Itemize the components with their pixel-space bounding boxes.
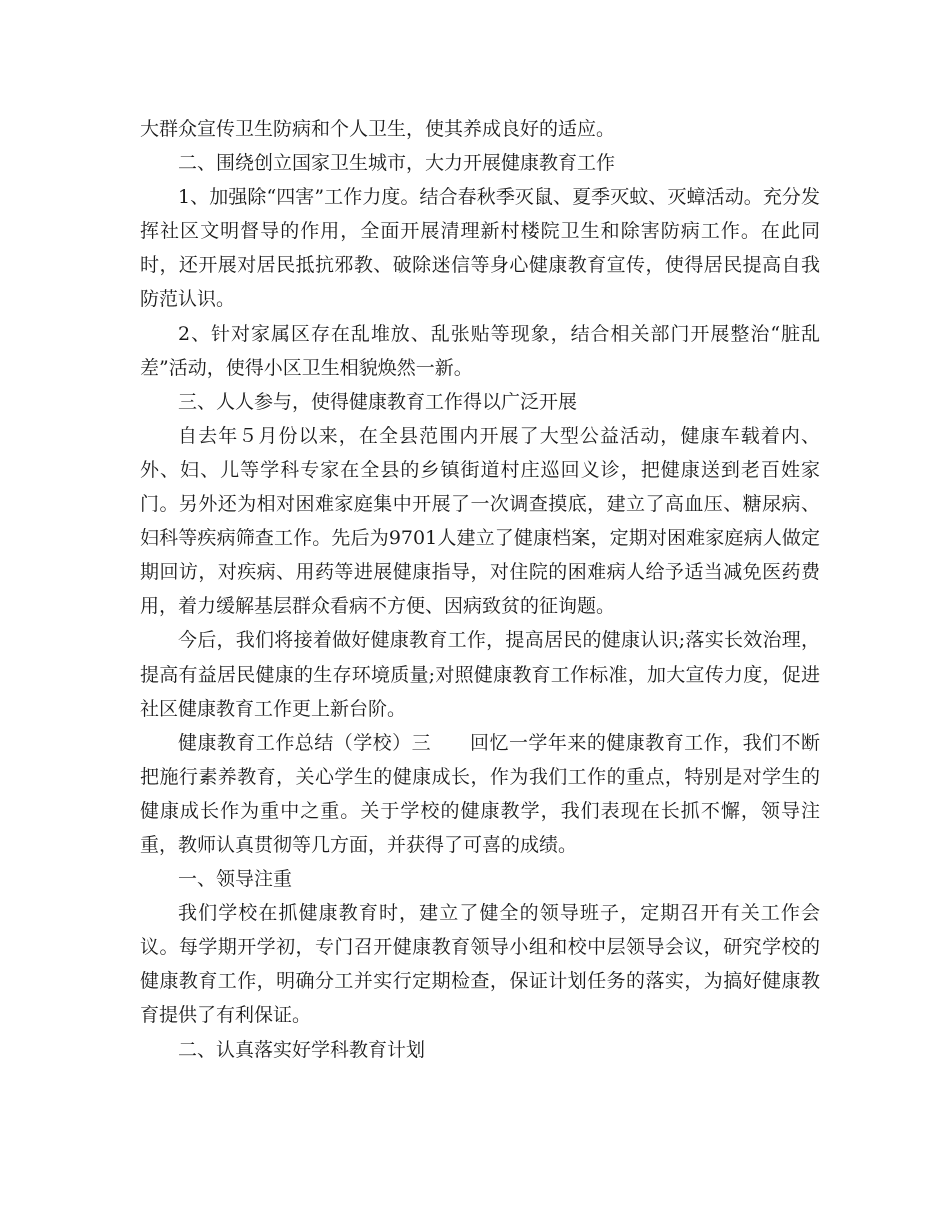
document-body <box>140 112 820 1067</box>
paragraph-public-welfare: 自去年５月份以来，在全县范围内开展了大型公益活动，健康车载着内、外、妇、儿等学科专家在全县的乡镇街道村庄巡回义诊，把健康送到老百姓家门。另外还为相对困难家庭集中开展了一次调查摸底，建立了高血压、糖尿病、妇科等疾病筛查工作。先后为9701人建立了健康档案，定期对困难家庭病人做定期回访，对疾病、用药等进展健康指导，对住院的困难病人给予适当减免医药费用，着力缓解基层群众看病不方便、因病致贫的征询题。 <box>140 424 820 618</box>
paragraph-future-plans: 今后，我们将接着做好健康教育工作，提高居民的健康认识;落实长效治理，提高有益居民健康的生存环境质量;对照健康教育工作标准，加大宣传力度，促进社区健康教育工作更上新台阶。 <box>140 629 820 720</box>
paragraph-continuation: 大群众宣传卫生防病和个人卫生，使其养成良好的适应。 <box>140 118 616 140</box>
paragraph-school-summary: 健康教育工作总结（学校）三 回忆一学年来的健康教育工作，我们不断把施行素养教育，关心学生的健康成长，作为我们工作的重点，特别是对学生的健康成长作为重中之重。关于学校的健康教学，我们表现在长抓不懈，领导注重，教师认真贯彻等几方面，并获得了可喜的成绩。 <box>140 731 820 856</box>
section-heading-2: 二、围绕创立国家卫生城市，大力开展健康教育工作 <box>178 152 616 175</box>
section-heading-3: 三、人人参与，使得健康教育工作得以广泛开展 <box>178 390 578 413</box>
paragraph-leadership: 我们学校在抓健康教育时，建立了健全的领导班子，定期召开有关工作会议。每学期开学初，专门召开健康教育领导小组和校中层领导会议，研究学校的健康教育工作，明确分工并实行定期检查，保证计划任务的落实，为搞好健康教育提供了有利保证。 <box>140 902 820 1027</box>
section-heading-leadership: 一、领导注重 <box>178 868 293 891</box>
paragraph-item-1: 1、加强除“四害”工作力度。结合春秋季灭鼠、夏季灭蚊、灭蟑活动。充分发挥社区文明督导的作用，全面开展清理新村楼院卫生和除害防病工作。在此同时，还开展对居民抵抗邪教、破除迷信等身心健康教育宣传，使得居民提高自我防范认识。 <box>140 186 820 311</box>
section-heading-curriculum: 二、认真落实好学科教育计划 <box>178 1038 426 1061</box>
paragraph-item-2: 2、针对家属区存在乱堆放、乱张贴等现象，结合相关部门开展整治“脏乱差”活动，使得小区卫生相貌焕然一新。 <box>140 322 820 379</box>
